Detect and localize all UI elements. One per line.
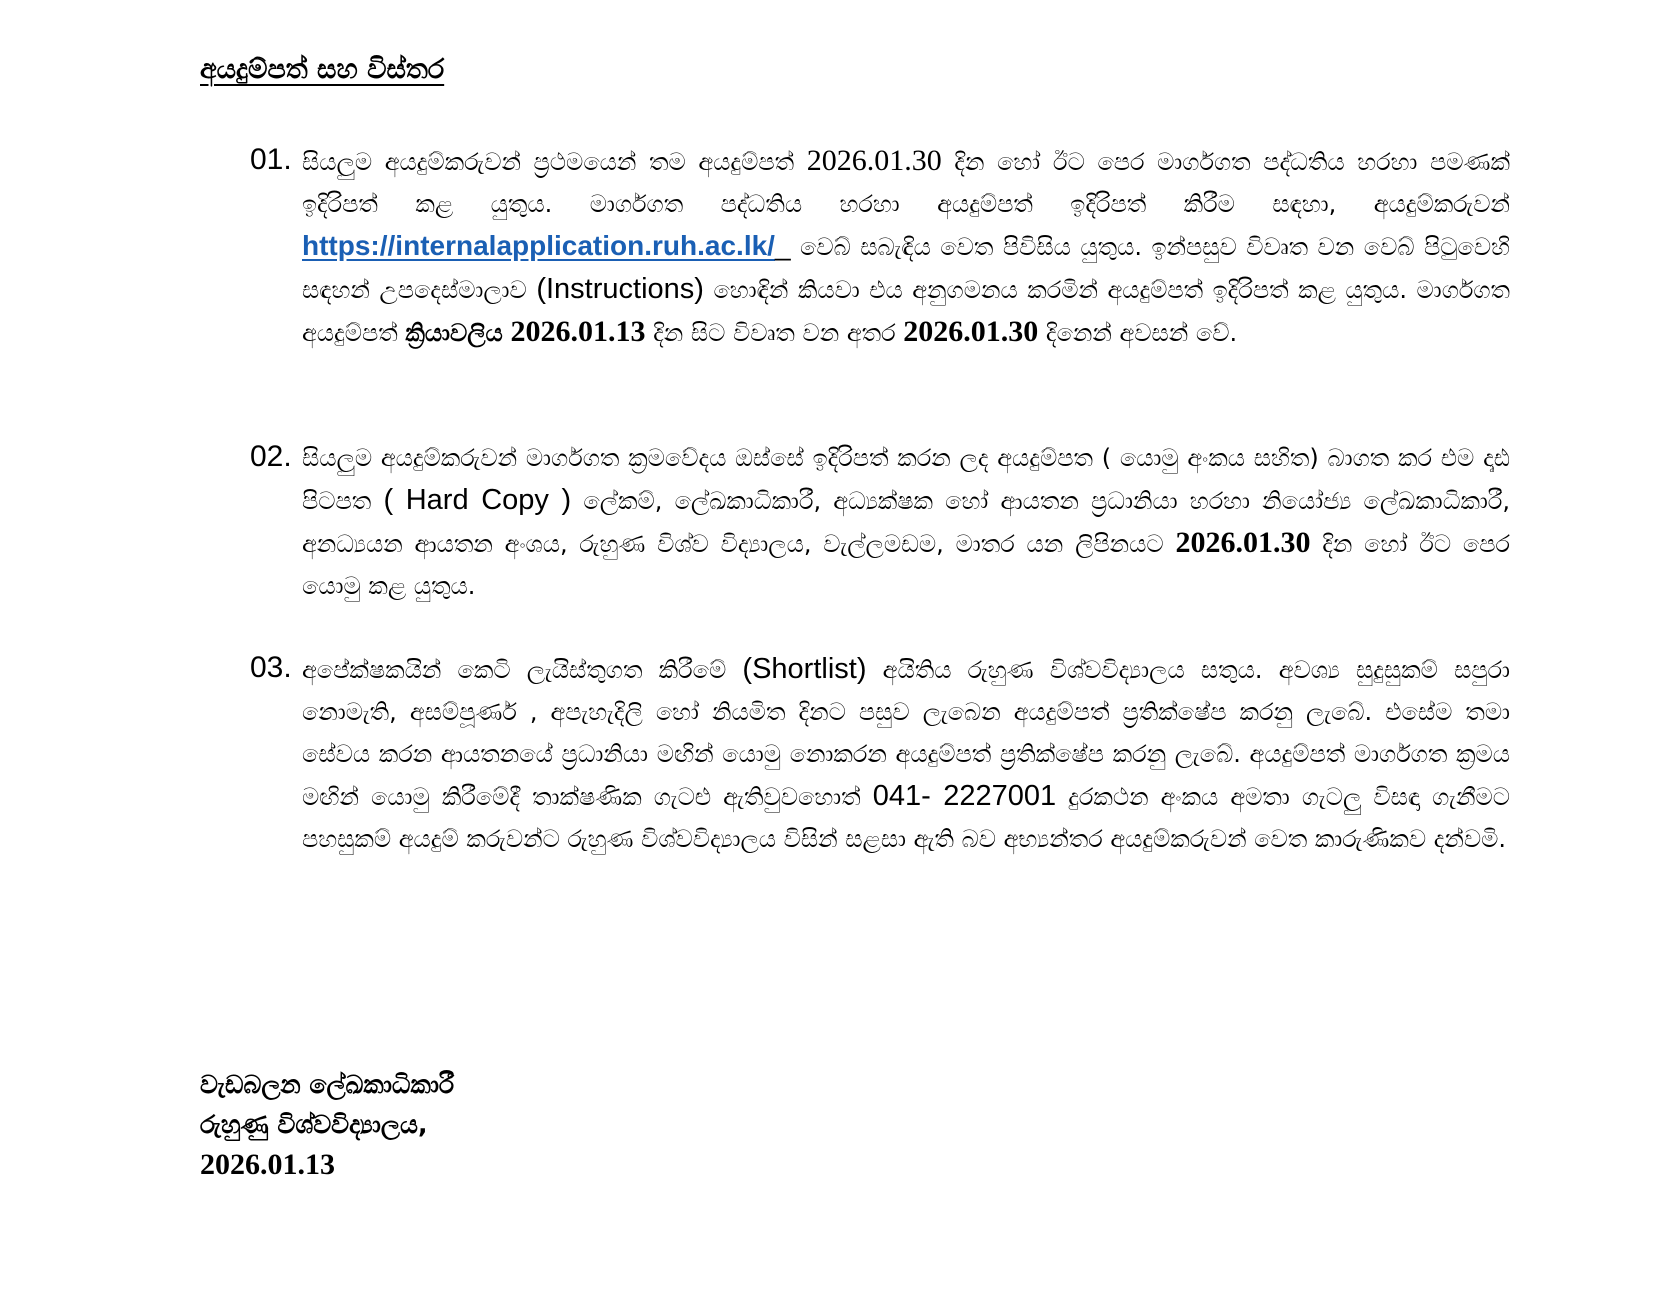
signatory-title: වැඩබලන ලේඛකාධිකාරී bbox=[200, 1070, 455, 1099]
text-segment: හොඳින් කියවා එය අනුගමනය කරමින් අයදුම්පත් ඉදිරිපත් කළ යුතුය. මාර්ගගත අයදුම්පත් bbox=[302, 276, 1510, 347]
page-title: අයදුම්පත් සහ විස්තර bbox=[200, 54, 445, 85]
underscore-mark: _ bbox=[774, 230, 791, 261]
text-segment: දින හෝ ඊට පෙර මාර්ගගත පද්ධතිය හරහා පමණක් ඉදිරිපත් කළ යුතුය. මාර්ගගත පද්ධතිය හරහා අයදුම්පත් ඉදිරිපත් කිරීම සඳහා, අයදුම්කරුවන් bbox=[302, 148, 1510, 218]
list-item-02 bbox=[250, 437, 1510, 607]
shortlist-text: (Shortlist) bbox=[742, 653, 867, 685]
bold-text: ක්‍රියාවලිය bbox=[405, 319, 503, 347]
text-segment: අයිතිය රුහුණ විශ්වවිද්‍යාලය සතුය. අවශ්‍ය සුදුසුකම් සපුරා නොමැති, අසම්පූර්ණ , අපැහැදිලි හෝ නියමිත දිනට පසුව ලැබෙන අයදුම්පත් ප්‍රතික්ෂේප කරනු ලැබේ. එසේම තමා සේවය කරන ආයතනයේ ප්‍රධානියා මඟින් යොමු නොකරන අයදුම්පත් ප්‍රතික්ෂේප කරනු ලැබේ. අයදුම්පත් මාර්ගගත ක්‍රමය මඟින් යොමු කිරීමේදී තාක්ෂණික ගැටළු ඇතිවුවහොත් bbox=[302, 656, 1510, 811]
signature-block bbox=[200, 1065, 454, 1185]
instructions-text: (Instructions) bbox=[536, 273, 704, 305]
hard-copy-text: ( Hard Copy ) bbox=[383, 484, 572, 516]
list-item-03 bbox=[250, 648, 1510, 860]
item-text bbox=[302, 140, 1510, 354]
list-item-01 bbox=[250, 140, 1510, 354]
date-text: 2026.01.30 bbox=[806, 144, 942, 177]
item-text bbox=[302, 648, 1510, 860]
text-segment: දුරකථන අංකය අමතා ගැටලු විසඳා ගැනීමට පහසුකම් අයදුම් කරුවන්ට රුහුණ විශ්වවිද්‍යාලය විසින් සළසා ඇති බව අභ්‍යන්තර අයදුම්කරුවන් වෙත කාරුණිකව දන්වමි. bbox=[302, 783, 1511, 853]
text-segment: වෙබ් සබැඳිය වෙත පිවිසිය යුතුය. ඉන්පසුව විවෘත වන වෙබ් පිටුවෙහි සඳහන් උපදෙස්මාලාව bbox=[302, 233, 1510, 304]
text-segment: අපේක්ෂකයින් කෙටි ලැයිස්තුගත කිරීමේ bbox=[302, 656, 743, 684]
signature-date: 2026.01.13 bbox=[200, 1148, 335, 1181]
text-segment: දින සිට විවෘත වන අතර bbox=[645, 319, 904, 347]
text-segment: දින හෝ ඊට පෙර යොමු කළ යුතුය. bbox=[302, 530, 1510, 600]
text-segment: දිනෙන් අවසන් වේ. bbox=[1038, 319, 1238, 347]
phone-number: 041- 2227001 bbox=[872, 780, 1057, 812]
date-text-bold: 2026.01.13 bbox=[510, 315, 646, 348]
item-number: 01. bbox=[250, 143, 292, 176]
date-text-bold: 2026.01.30 bbox=[1175, 526, 1311, 559]
date-text-bold: 2026.01.30 bbox=[903, 315, 1039, 348]
item-number: 03. bbox=[250, 651, 292, 684]
institution-name: රුහුණු විශ්වවිද්‍යාලය, bbox=[200, 1110, 428, 1139]
text-segment: සියලුම අයදුම්කරුවන් ප්‍රථමයෙන් තම අයදුම්පත් bbox=[302, 148, 807, 176]
application-link[interactable]: https://internalapplication.ruh.ac.lk/ bbox=[302, 230, 775, 261]
text-segment: සියලුම අයදුම්කරුවන් මාර්ගගත ක්‍රමවේදය ඔස්සේ ඉදිරිපත් කරන ලද අයදුම්පත ( යොමු අංකය සහිත) බාගත කර එම දෘඪ පිටපත bbox=[302, 444, 1510, 515]
item-text bbox=[302, 437, 1510, 607]
item-number: 02. bbox=[250, 440, 292, 473]
text-segment: ලේකම්, ලේඛකාධිකාරී, අධ්‍යක්ෂක හෝ ආයතන ප්‍රධානියා හරහා නියෝජ්‍ය ලේඛකාධිකාරී, අනධ්‍යයන ආයතන අංශය, රුහුණ විශ්ව විද්‍යාලය, වැල්ලමඩම, මාතර යන ලිපිනයට bbox=[302, 487, 1511, 558]
